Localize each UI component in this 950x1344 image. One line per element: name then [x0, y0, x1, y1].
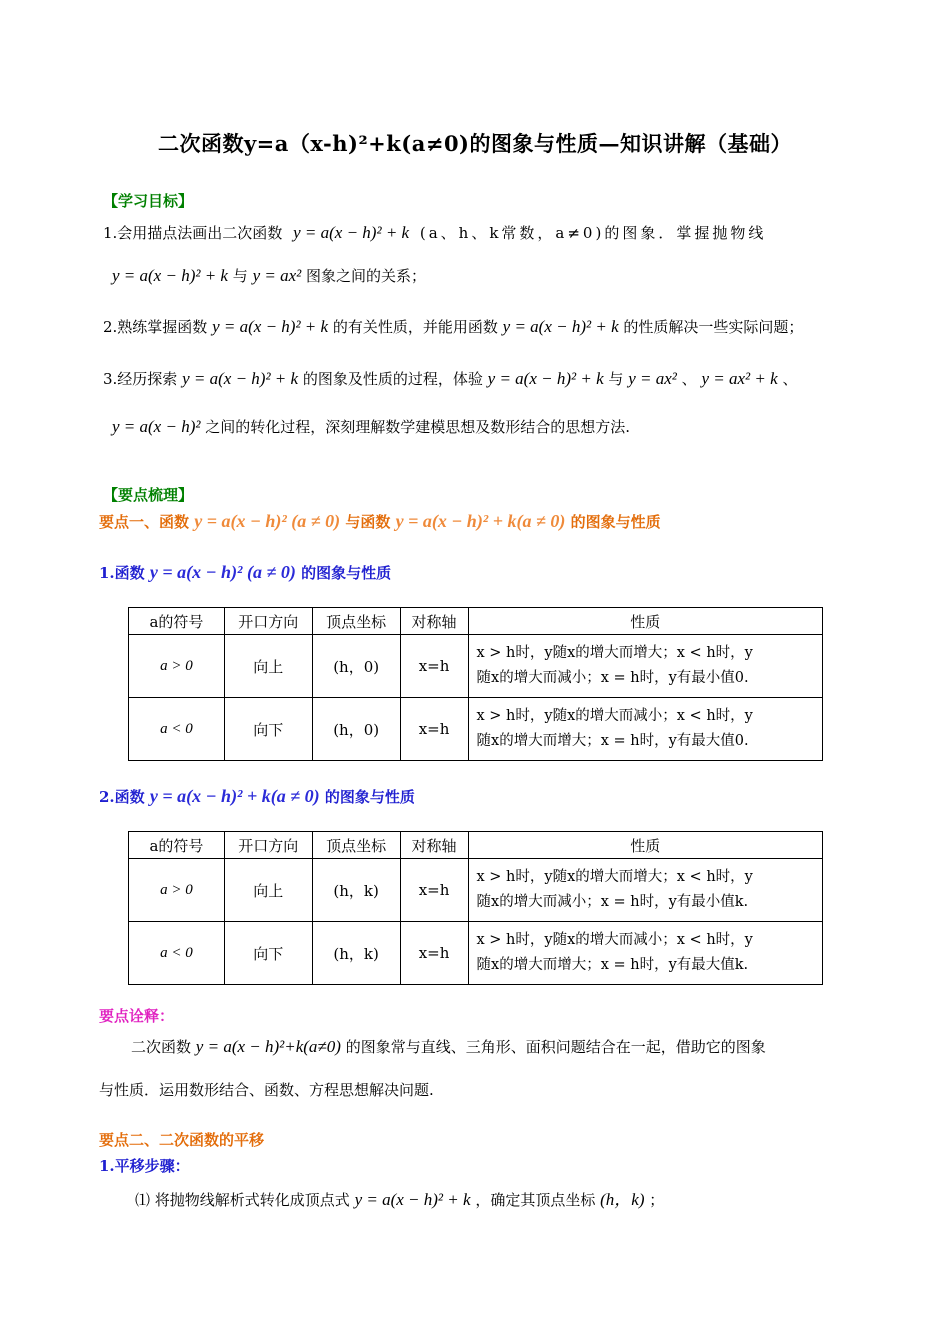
cell-sign: a < 0 [129, 698, 225, 761]
notes-heading: 要点诠释： [99, 1007, 175, 1025]
key-point-1-formula-1: y = a(x − h)² (a ≠ 0) [194, 511, 341, 531]
property-line: x > h时，y随x的增大而增大；x < h时，y [476, 645, 753, 661]
table-row [129, 635, 823, 698]
step-1-formula: y = a(x − h)² + k [354, 1190, 471, 1209]
header-properties: 性质 [468, 832, 822, 859]
header-sign: a的符号 [129, 832, 225, 859]
key-point-1-heading [99, 511, 661, 532]
objective-3-sep: 、 [681, 370, 697, 388]
property-line: 随x的增大而增大；x = h时，y有最大值0. [476, 733, 749, 749]
header-direction: 开口方向 [224, 832, 312, 859]
table-header-row [129, 608, 823, 635]
properties-table-1 [128, 607, 823, 761]
formula-vertex-form: y = a(x − h)² + k [487, 369, 604, 388]
formula-vertex-form: y = a(x − h)² + k [182, 369, 299, 388]
cell-vertex: (h，k) [312, 922, 400, 985]
cell-axis: x=h [400, 859, 468, 922]
cell-vertex: (h，0) [312, 698, 400, 761]
cell-properties [468, 698, 822, 761]
key-point-1-mid: 与函数 [345, 513, 391, 531]
cell-properties [468, 922, 822, 985]
sub-heading-1 [99, 562, 391, 583]
cell-direction: 向下 [224, 698, 312, 761]
objective-3-sep2: 、 [782, 370, 798, 388]
property-line: 随x的增大而增大；x = h时，y有最大值k. [476, 957, 749, 973]
notes-line-1 [131, 1036, 766, 1057]
table-row [129, 698, 823, 761]
notes-line-1-end: 的图象常与直线、三角形、面积问题结合在一起，借助它的图象 [345, 1038, 766, 1056]
formula-shift-h: y = a(x − h)² [112, 417, 201, 436]
header-sign: a的符号 [129, 608, 225, 635]
cell-properties [468, 635, 822, 698]
notes-prefix: 二次函数 [131, 1038, 192, 1056]
header-axis: 对称轴 [400, 832, 468, 859]
formula-vertex-form: y = a(x − h)² + k [112, 266, 228, 285]
cell-sign: a > 0 [129, 635, 225, 698]
objective-3-prefix: 3.经历探索 [103, 370, 178, 388]
objective-3-line-2 [112, 416, 630, 437]
formula-vertex-form: y = a(x − h)² + k [502, 317, 619, 336]
sub-heading-2-prefix: 2.函数 [99, 788, 145, 806]
key-point-1-prefix: 要点一、函数 [99, 513, 190, 531]
notes-line-2: 与性质．运用数形结合、函数、方程思想解决问题. [99, 1081, 434, 1099]
page-title: 二次函数y=a（x-h)²+k(a≠0)的图象与性质—知识讲解（基础） [157, 131, 792, 156]
cell-axis: x=h [400, 698, 468, 761]
key-point-1-formula-2: y = a(x − h)² + k(a ≠ 0) [395, 511, 566, 531]
objective-2-end: 的性质解决一些实际问题； [623, 318, 804, 336]
cell-sign: a > 0 [129, 859, 225, 922]
table-row [129, 922, 823, 985]
key-points-heading: 【要点梳理】 [103, 486, 194, 504]
property-line: x > h时，y随x的增大而减小；x < h时，y [476, 708, 753, 724]
sub-heading-1-end: 的图象与性质 [301, 564, 392, 582]
formula-vertex-form: y = a(x − h)² + k [293, 223, 410, 242]
translation-steps-heading: 1.平移步骤： [99, 1157, 190, 1175]
header-properties: 性质 [468, 608, 822, 635]
header-vertex: 顶点坐标 [312, 608, 400, 635]
objective-1-mid: (a、h、k常数，a≠0)的图象．掌握抛物线 [419, 224, 767, 242]
properties-table-2 [128, 831, 823, 985]
objective-3-line-1 [103, 368, 797, 389]
cell-sign: a < 0 [129, 922, 225, 985]
table-row [129, 859, 823, 922]
cell-direction: 向下 [224, 922, 312, 985]
sub-heading-1-prefix: 1.函数 [99, 564, 145, 582]
property-line: x > h时，y随x的增大而减小；x < h时，y [476, 932, 753, 948]
objective-2 [103, 316, 803, 337]
header-vertex: 顶点坐标 [312, 832, 400, 859]
table-header-row [129, 832, 823, 859]
property-line: 随x的增大而减小；x = h时，y有最小值k. [476, 894, 749, 910]
sub-heading-2-end: 的图象与性质 [324, 788, 415, 806]
objectives-heading: 【学习目标】 [103, 192, 194, 210]
formula-vertex-form: y = a(x − h)² + k [212, 317, 329, 336]
step-1-end: ； [649, 1191, 665, 1209]
cell-direction: 向上 [224, 635, 312, 698]
step-1-prefix: ⑴ 将抛物线解析式转化成顶点式 [135, 1191, 350, 1209]
objective-1-with: 与 [232, 267, 248, 285]
cell-vertex: (h，k) [312, 859, 400, 922]
step-1-vertex: (h，k) [600, 1190, 645, 1209]
header-direction: 开口方向 [224, 608, 312, 635]
property-line: 随x的增大而减小；x = h时，y有最小值0. [476, 670, 749, 686]
cell-axis: x=h [400, 635, 468, 698]
step-1-mid: ，确定其顶点坐标 [475, 1191, 596, 1209]
objective-3-end: 之间的转化过程，深刻理解数学建模思想及数形结合的思想方法. [205, 418, 631, 436]
objective-1-prefix: 1.会用描点法画出二次函数 [103, 224, 283, 242]
notes-formula: y = a(x − h)²+k(a≠0) [195, 1037, 341, 1056]
cell-axis: x=h [400, 922, 468, 985]
objective-3-with: 与 [608, 370, 624, 388]
header-axis: 对称轴 [400, 608, 468, 635]
objective-1-end: 图象之间的关系； [306, 267, 427, 285]
translation-step-1 [135, 1185, 664, 1210]
cell-properties [468, 859, 822, 922]
formula-basic: y = ax² [628, 369, 677, 388]
formula-basic-k: y = ax² + k [701, 369, 778, 388]
sub-heading-2 [99, 786, 415, 807]
cell-direction: 向上 [224, 859, 312, 922]
sub-heading-2-formula: y = a(x − h)² + k(a ≠ 0) [149, 786, 320, 806]
objective-1-line-1 [103, 222, 766, 243]
cell-vertex: (h，0) [312, 635, 400, 698]
formula-basic: y = ax² [252, 266, 302, 285]
key-point-1-end: 的图象与性质 [570, 513, 661, 531]
property-line: x > h时，y随x的增大而增大；x < h时，y [476, 869, 753, 885]
objective-1-line-2 [112, 265, 426, 286]
objective-2-prefix: 2.熟练掌握函数 [103, 318, 208, 336]
key-point-2-heading: 要点二、二次函数的平移 [99, 1131, 265, 1149]
objective-3-mid: 的图象及性质的过程，体验 [302, 370, 483, 388]
sub-heading-1-formula: y = a(x − h)² (a ≠ 0) [149, 562, 296, 582]
objective-2-mid: 的有关性质，并能用函数 [332, 318, 498, 336]
